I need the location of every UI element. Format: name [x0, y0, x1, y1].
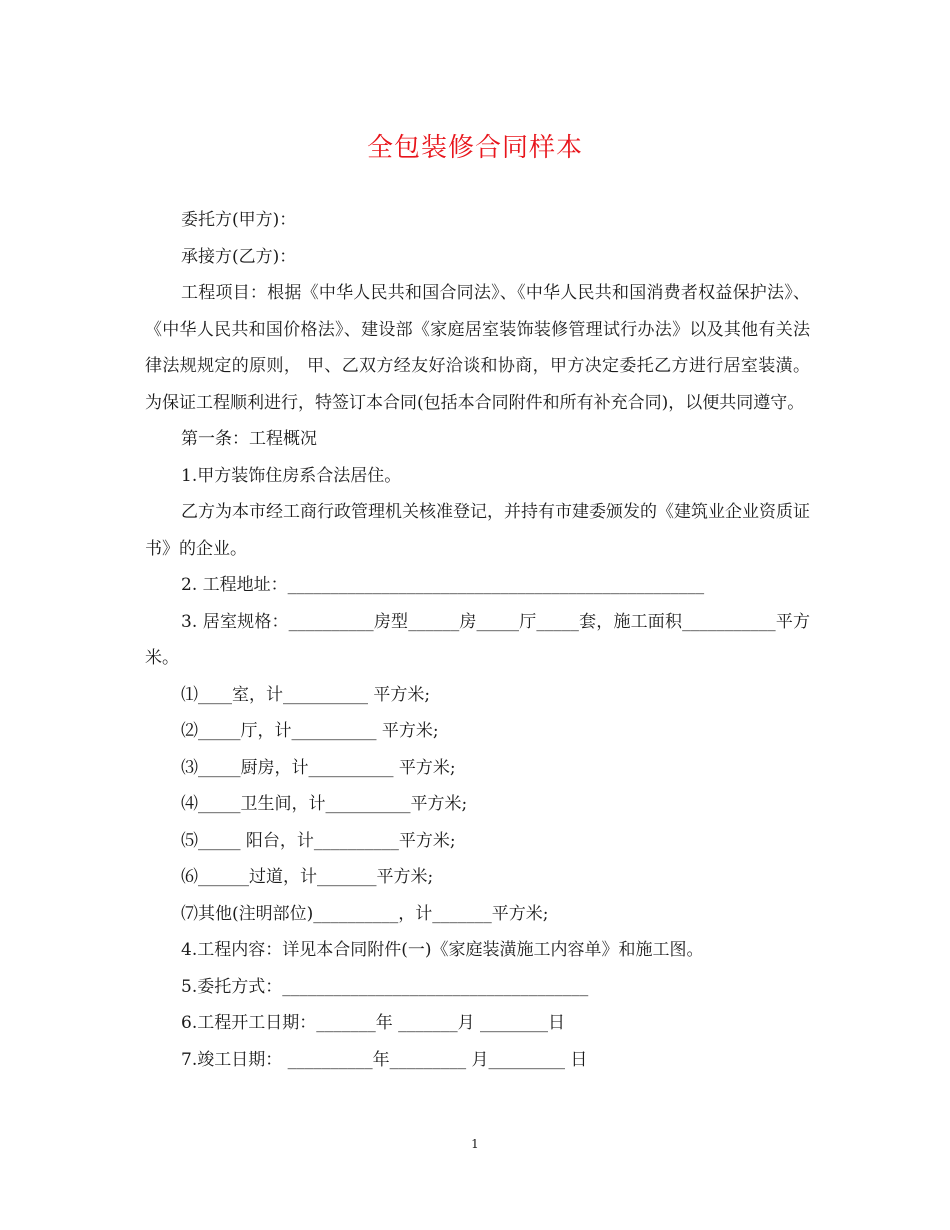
clause-6-start-date: 6.工程开工日期：_______年 _______月 ________日	[181, 1013, 566, 1033]
room-item-5: ⑸_____ 阳台，计__________平方米;	[181, 830, 456, 851]
contractor-paragraph: 乙方为本市经工商行政管理机关核准登记，并持有市建委颁发的《建筑业企业资质证书》的企业。	[145, 502, 810, 559]
party-b-line: 承接方(乙方)：	[181, 246, 297, 267]
room-item-6: ⑹______过道，计_______平方米;	[181, 867, 434, 887]
page-title: 全包装修合同样本	[366, 133, 583, 163]
room-item-2: ⑵_____厅，计__________ 平方米;	[181, 721, 439, 741]
room-item-1: ⑴____室，计__________ 平方米;	[181, 684, 431, 705]
article-1-heading: 第一条：工程概况	[181, 429, 317, 449]
clause-5-method: 5.委托方式：____________________________________	[181, 976, 589, 997]
room-item-4: ⑷_____卫生间，计__________平方米;	[181, 794, 468, 814]
room-item-7: ⑺其他(注明部位)__________，计_______平方米;	[181, 903, 549, 924]
clause-7-end-date: 7.竣工日期： __________年_________ 月_________ 日	[181, 1049, 588, 1070]
clause-3-room-spec: 3. 居室规格：__________房型______房_____厅_____套，施工面积___________平方米。	[145, 611, 810, 668]
clause-1: 1.甲方装饰住房系合法居住。	[181, 465, 402, 486]
room-item-3: ⑶_____厨房，计__________ 平方米;	[181, 757, 456, 778]
project-paragraph: 工程项目：根据《中华人民共和国合同法》、《中华人民共和国消费者权益保护法》、《中华人民共和国价格法》、建设部《家庭居室装饰装修管理试行办法》以及其他有关法律法规规定的原则， 甲、乙双方经友好洽谈和协商，甲方决定委托乙方进行居室装潢。为保证工程顺利进行，特签订本合同(包括本合同附件和所有补充合同)，以便共同遵守。	[145, 283, 810, 413]
contract-body	[145, 202, 810, 1078]
party-a-line: 委托方(甲方)：	[181, 210, 297, 230]
page-number: 1	[471, 1137, 479, 1151]
clause-4-content: 4.工程内容：详见本合同附件(一)《家庭装潢施工内容单》和施工图。	[181, 940, 704, 960]
clause-2-address: 2. 工程地址：_________________________________________________	[181, 575, 705, 595]
